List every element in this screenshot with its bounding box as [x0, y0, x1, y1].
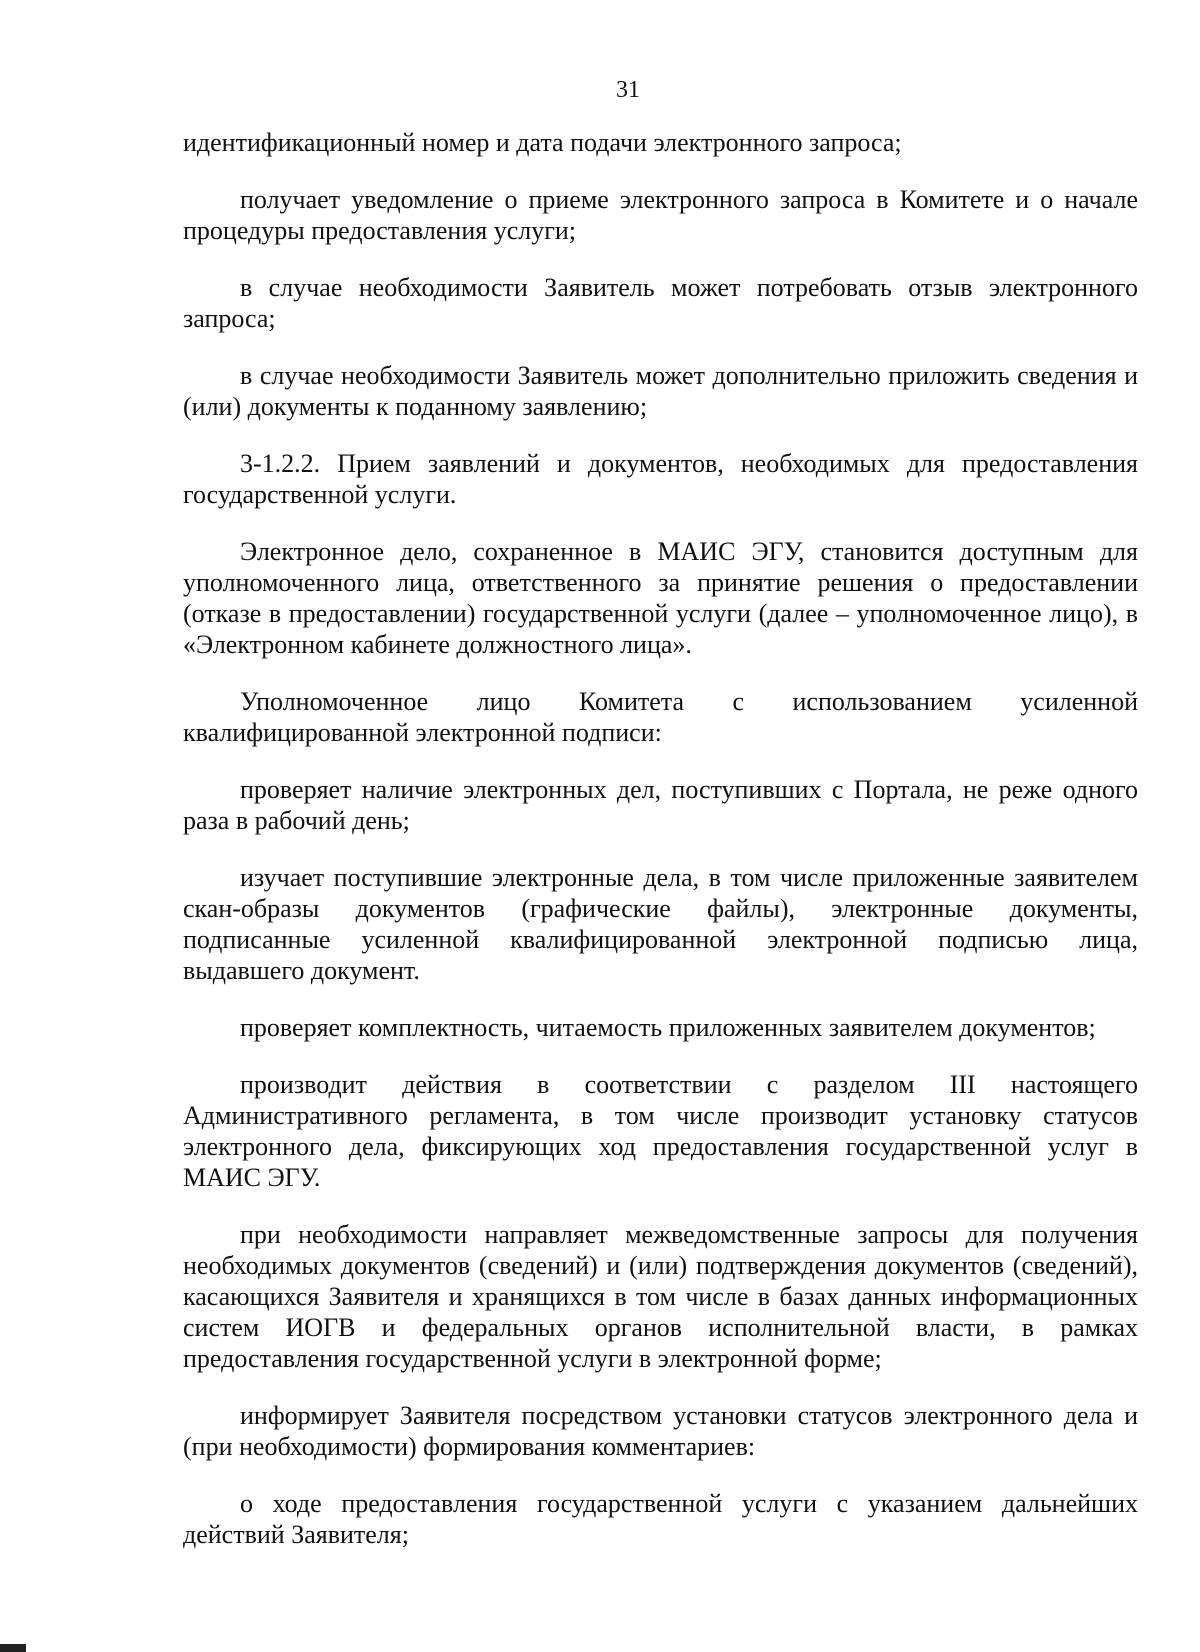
page-number: 31: [616, 77, 640, 103]
paragraph: изучает поступившие электронные дела, в том числе приложенные заявителем скан-образы документов (графические файлы), электронные документы, подписанные усиленной квалифицированной электронной подписью лица, выдавшего документ.: [183, 863, 1138, 985]
document-body: [183, 127, 1138, 1576]
paragraph: производит действия в соответствии с разделом III настоящего Административного регламента, в том числе производит установку статусов электронного дела, фиксирующих ход предоставления государственной услуг в МАИС ЭГУ.: [183, 1070, 1138, 1192]
paragraph: в случае необходимости Заявитель может потребовать отзыв электронного запроса;: [183, 273, 1138, 333]
section-heading: 3-1.2.2. Прием заявлений и документов, необходимых для предоставления государственной услуги.: [183, 449, 1138, 509]
paragraph: идентификационный номер и дата подачи электронного запроса;: [183, 128, 902, 157]
paragraph: при необходимости направляет межведомственные запросы для получения необходимых документов (сведений) и (или) подтверждения документов (сведений), касающихся Заявителя и хранящихся в том числе в базах данных информационных систем ИОГВ и федеральных органов исполнительной власти, в рамках предоставления государственной услуги в электронной форме;: [183, 1220, 1138, 1373]
paragraph: о ходе предоставления государственной услуги с указанием дальнейших действий Заявителя;: [183, 1489, 1138, 1549]
paragraph: в случае необходимости Заявитель может дополнительно приложить сведения и (или) документы к поданному заявлению;: [183, 361, 1138, 421]
paragraph: информирует Заявителя посредством установки статусов электронного дела и (при необходимости) формирования комментариев:: [183, 1401, 1138, 1461]
scan-edge-mark: [0, 1644, 26, 1652]
paragraph: Электронное дело, сохраненное в МАИС ЭГУ, становится доступным для уполномоченного лица, ответственного за принятие решения о предоставлении (отказе в предоставлении) государственной услуги (далее – уполномоченное лицо), в «Электронном кабинете должностного лица».: [183, 537, 1138, 659]
paragraph: проверяет наличие электронных дел, поступивших с Портала, не реже одного раза в рабочий день;: [183, 775, 1138, 835]
paragraph: Уполномоченное лицо Комитета с использованием усиленной квалифицированной электронной подписи:: [183, 687, 1138, 747]
paragraph: проверяет комплектность, читаемость приложенных заявителем документов;: [240, 1013, 1096, 1042]
paragraph: получает уведомление о приеме электронного запроса в Комитете и о начале процедуры предоставления услуги;: [183, 185, 1138, 245]
